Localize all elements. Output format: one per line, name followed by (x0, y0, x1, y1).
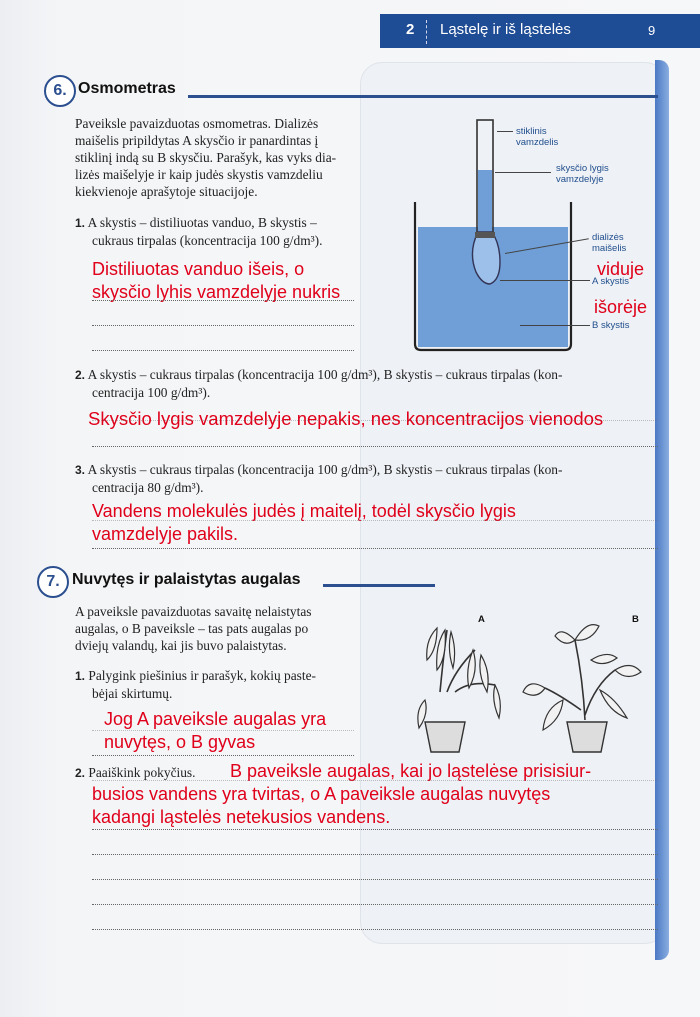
answer-line-dots (92, 520, 658, 521)
figure-b-label: B (632, 614, 639, 625)
task7-answer-2[interactable] (92, 760, 591, 829)
answer-line-dots (92, 904, 658, 905)
task7-question-1 (75, 667, 375, 702)
answer-line: kadangi ląstelės netekusios vandens. (92, 807, 391, 827)
intro-line: kiekvienoje aprašytoje situacijoje. (75, 184, 258, 199)
tube-label-line (497, 131, 513, 132)
label-tube: stiklinis vamzdelis (516, 126, 559, 148)
level-label-line (495, 172, 551, 173)
figure-a-label: A (478, 614, 485, 625)
task7-number: 7. (37, 566, 69, 598)
tube-liquid (478, 170, 492, 234)
task7-title-rule (323, 584, 435, 587)
plant-b-watered (523, 625, 641, 752)
answer-line-dots (92, 780, 658, 781)
label-bag: dializės maišelis (592, 232, 627, 254)
answer-line: skysčio lyhis vamzdelyje nukris (92, 282, 341, 302)
task6-title-rule (188, 95, 658, 98)
question-line: bėjai skirtumų. (92, 686, 173, 701)
intro-line: A paveiksle pavaizduotas savaitę nelaistytas (75, 604, 312, 619)
label-level: skysčio lygis vamzdelyje (556, 163, 609, 185)
chapter-number: 2 (406, 21, 415, 38)
answer-line-dots (92, 300, 354, 301)
task6-question-2 (75, 366, 665, 401)
intro-line: lizės maišelyje ir kaip judės skystis vamzdeliu (75, 167, 323, 182)
tube-clamp (475, 232, 495, 238)
intro-line: dviejų valandų, kai jis buvo palaistytas. (75, 638, 287, 653)
intro-line: stiklinį indą su B skysčiu. Parašyk, kas vyks dia- (75, 150, 337, 165)
task6-number: 6. (44, 75, 76, 107)
answer-line-dots (92, 929, 658, 930)
answer-line: B paveiksle augalas, kai jo ląstelėse prisisiur- (230, 761, 592, 781)
question-number: 1. (75, 669, 86, 683)
intro-line: maišelis pripildytas A skysčio ir panardintas į (75, 133, 319, 148)
answer-line-dots (92, 730, 354, 731)
task6-question-1 (75, 214, 405, 249)
page-number: 9 (648, 23, 656, 38)
chapter-header (380, 14, 700, 48)
task7-answer-1[interactable] (104, 708, 326, 754)
answer-outside-note[interactable]: išorėje (594, 297, 648, 317)
label-b-liquid: B skystis (592, 320, 630, 331)
answer-line-dots (92, 446, 658, 447)
question-line: A skystis – cukraus tirpalas (koncentracija 100 g/dm³), B skystis – cukraus tirpalas (kon- (87, 367, 563, 382)
question-line: A skystis – distiliuotas vanduo, B skystis – (87, 215, 317, 230)
answer-line-dots (92, 325, 354, 326)
answer-line-dots (92, 829, 658, 830)
b-label-line (520, 325, 590, 326)
intro-line: augalas, o B paveiksle – tas pats augalas po (75, 621, 309, 636)
task7-intro (75, 603, 375, 654)
answer-line: Vandens molekulės judės į maitelį, todėl skysčio lygis (92, 501, 516, 521)
task6-title: Osmometras (78, 80, 176, 97)
task7-title: Nuvytęs ir palaistytas augalas (72, 571, 301, 588)
question-number: 2. (75, 368, 86, 382)
task6-answer-2[interactable]: Skysčio lygis vamzdelyje nepakis, nes koncentracijos vienodos (88, 408, 604, 429)
question-line: Palygink piešinius ir parašyk, kokių paste- (88, 668, 316, 683)
answer-line: nuvytęs, o B gyvas (104, 732, 256, 752)
question-line: A skystis – cukraus tirpalas (koncentracija 100 g/dm³), B skystis – cukraus tirpalas (kon- (87, 462, 563, 477)
task6-answer-3[interactable] (92, 500, 516, 546)
answer-inside-note[interactable]: viduje (597, 259, 645, 279)
a-label-line (500, 280, 590, 281)
plant-figures (395, 600, 660, 760)
question-number: 1. (75, 216, 86, 230)
answer-line-dots (92, 350, 354, 351)
header-divider (426, 20, 427, 44)
answer-line: busios vandens yra tvirtas, o A paveiksle augalas nuvytęs (92, 784, 551, 804)
answer-line-dots (92, 548, 658, 549)
question-line: cukraus tirpalas (koncentracija 100 g/dm³). (92, 233, 323, 248)
question-number: 2. (75, 766, 86, 780)
plant-a-wilted (418, 628, 500, 752)
question-number: 3. (75, 463, 86, 477)
question-text: Paaiškink pokyčius. (88, 765, 196, 780)
chapter-title: Ląstelę ir iš ląstelės (440, 21, 571, 38)
answer-line: Jog A paveiksle augalas yra (104, 709, 327, 729)
intro-line: Paveiksle pavaizduotas osmometras. Dializės (75, 116, 319, 131)
answer-line-dots (92, 854, 658, 855)
answer-line: vamzdelyje pakils. (92, 524, 239, 544)
task6-question-3 (75, 461, 665, 496)
label-a-liquid: A skystis (592, 276, 629, 287)
question-line: centracija 100 g/dm³). (92, 385, 211, 400)
answer-line: Distiliuotas vanduo išeis, o (92, 259, 305, 279)
question-line: centracija 80 g/dm³). (92, 480, 204, 495)
task6-intro (75, 115, 405, 200)
answer-line-dots (92, 755, 354, 756)
task6-answer-1[interactable] (92, 258, 340, 304)
answer-line-dots (92, 420, 658, 421)
answer-line-dots (92, 879, 658, 880)
